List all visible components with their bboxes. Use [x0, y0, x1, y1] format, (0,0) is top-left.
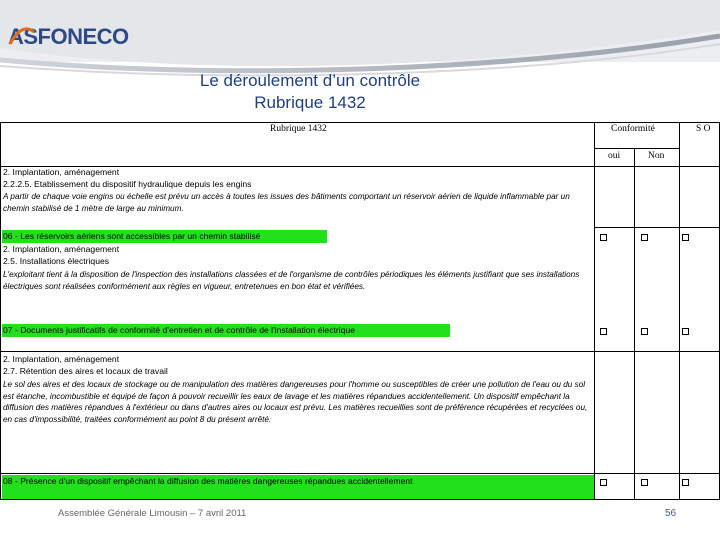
table-top-border	[0, 122, 720, 123]
header-band	[0, 0, 720, 78]
row-08-so-checkbox[interactable]	[682, 479, 689, 486]
title-line-1: Le déroulement d’un contrôle	[199, 71, 421, 90]
col-header-conformite: Conformité	[611, 124, 655, 134]
col-divider-2	[634, 148, 635, 500]
row-07-oui-checkbox[interactable]	[600, 328, 607, 335]
table-bottom-border	[0, 499, 720, 500]
row-07-non-checkbox[interactable]	[641, 328, 648, 335]
row-07-label: 07 - Documents justificatifs de conformité d'entretien et de contrôle de l'installation électrique	[3, 325, 355, 335]
section-1-heading	[3, 166, 593, 190]
section-2-heading	[3, 243, 593, 267]
col-divider-1	[594, 122, 595, 500]
section-3-description: Le sol des aires et des locaux de stockage ou de manipulation des matières dangereuses pour l'homme ou susceptibles de créer une pollution de l'eau ou du sol est étanche, incombustible et équipé de façon à pouvoir recueillir les eaux de lavage et les matières répandues accidentellement. Un dispositif empêchant la diffusion des matières répandues à l'extérieur ou dans d'autres aires ou locaux est prévu. Les matières recueillies sont de préférence récupérées et recyclées ou, en cas d'impossibilité, traitées conformément au point 8 du présent arrêté.	[3, 380, 588, 424]
page-number: 56	[665, 508, 677, 519]
row-06-label: 06 - Les réservoirs aériens sont accessibles par un chemin stabilisé	[3, 231, 261, 241]
section-3-line-1: 2. Implantation, aménagement	[3, 354, 120, 364]
row-line-1	[594, 227, 720, 228]
title-line-2: Rubrique 1432	[254, 93, 366, 112]
row-07-so-checkbox[interactable]	[682, 328, 689, 335]
row-06-so-checkbox[interactable]	[682, 234, 689, 241]
row-08-oui-checkbox[interactable]	[600, 479, 607, 486]
section-1-line-2: 2.2.2.5. Etablissement du dispositif hydraulique depuis les engins	[3, 179, 252, 189]
row-06-oui-checkbox[interactable]	[600, 234, 607, 241]
col-header-rubrique: Rubrique 1432	[270, 124, 327, 134]
row-06-non-checkbox[interactable]	[641, 234, 648, 241]
section-2-description: L'exploitant tient à la disposition de l'inspection des installations classées et de l'organisme de contrôles périodiques les éléments justifiant que ses installations électriques sont réalisées conformément aux règles en vigueur, entretenues en bon état et vérifiées.	[3, 270, 580, 291]
col-divider-3	[679, 122, 680, 500]
section-1-description: A partir de chaque voie engins ou échelle est prévu un accès à toutes les issues des bâtiments comportant un réservoir aérien de liquide inflammable par un chemin stabilisé de 1 mètre de large au minimum.	[3, 192, 570, 213]
table-left-border	[0, 122, 1, 500]
col-header-so: S O	[696, 124, 711, 134]
sub-header-non: Non	[648, 151, 665, 161]
section-2-line-1: 2. Implantation, aménagement	[3, 244, 120, 254]
section-1-line-1: 2. Implantation, aménagement	[3, 167, 120, 177]
inspection-table	[0, 122, 720, 500]
section-3-line-2: 2.7. Rétention des aires et locaux de travail	[3, 366, 168, 376]
logo-text: ASFONECO	[8, 24, 129, 49]
footer-event: Assemblée Générale Limousin – 7 avril 2011	[58, 508, 247, 519]
row-line-3	[0, 473, 720, 474]
row-08-non-checkbox[interactable]	[641, 479, 648, 486]
page-title	[0, 70, 620, 114]
section-3-heading	[3, 353, 595, 377]
logo-arc-icon	[8, 22, 36, 48]
subheader-line	[594, 148, 679, 149]
logo	[8, 22, 129, 52]
sub-header-oui: oui	[608, 151, 621, 161]
row-08-label: 08 - Présence d'un dispositif empêchant la diffusion des matières dangereuses répandues accidentellement	[3, 476, 413, 486]
row-line-2	[0, 351, 720, 352]
section-2-line-2: 2.5. Installations électriques	[3, 256, 110, 266]
